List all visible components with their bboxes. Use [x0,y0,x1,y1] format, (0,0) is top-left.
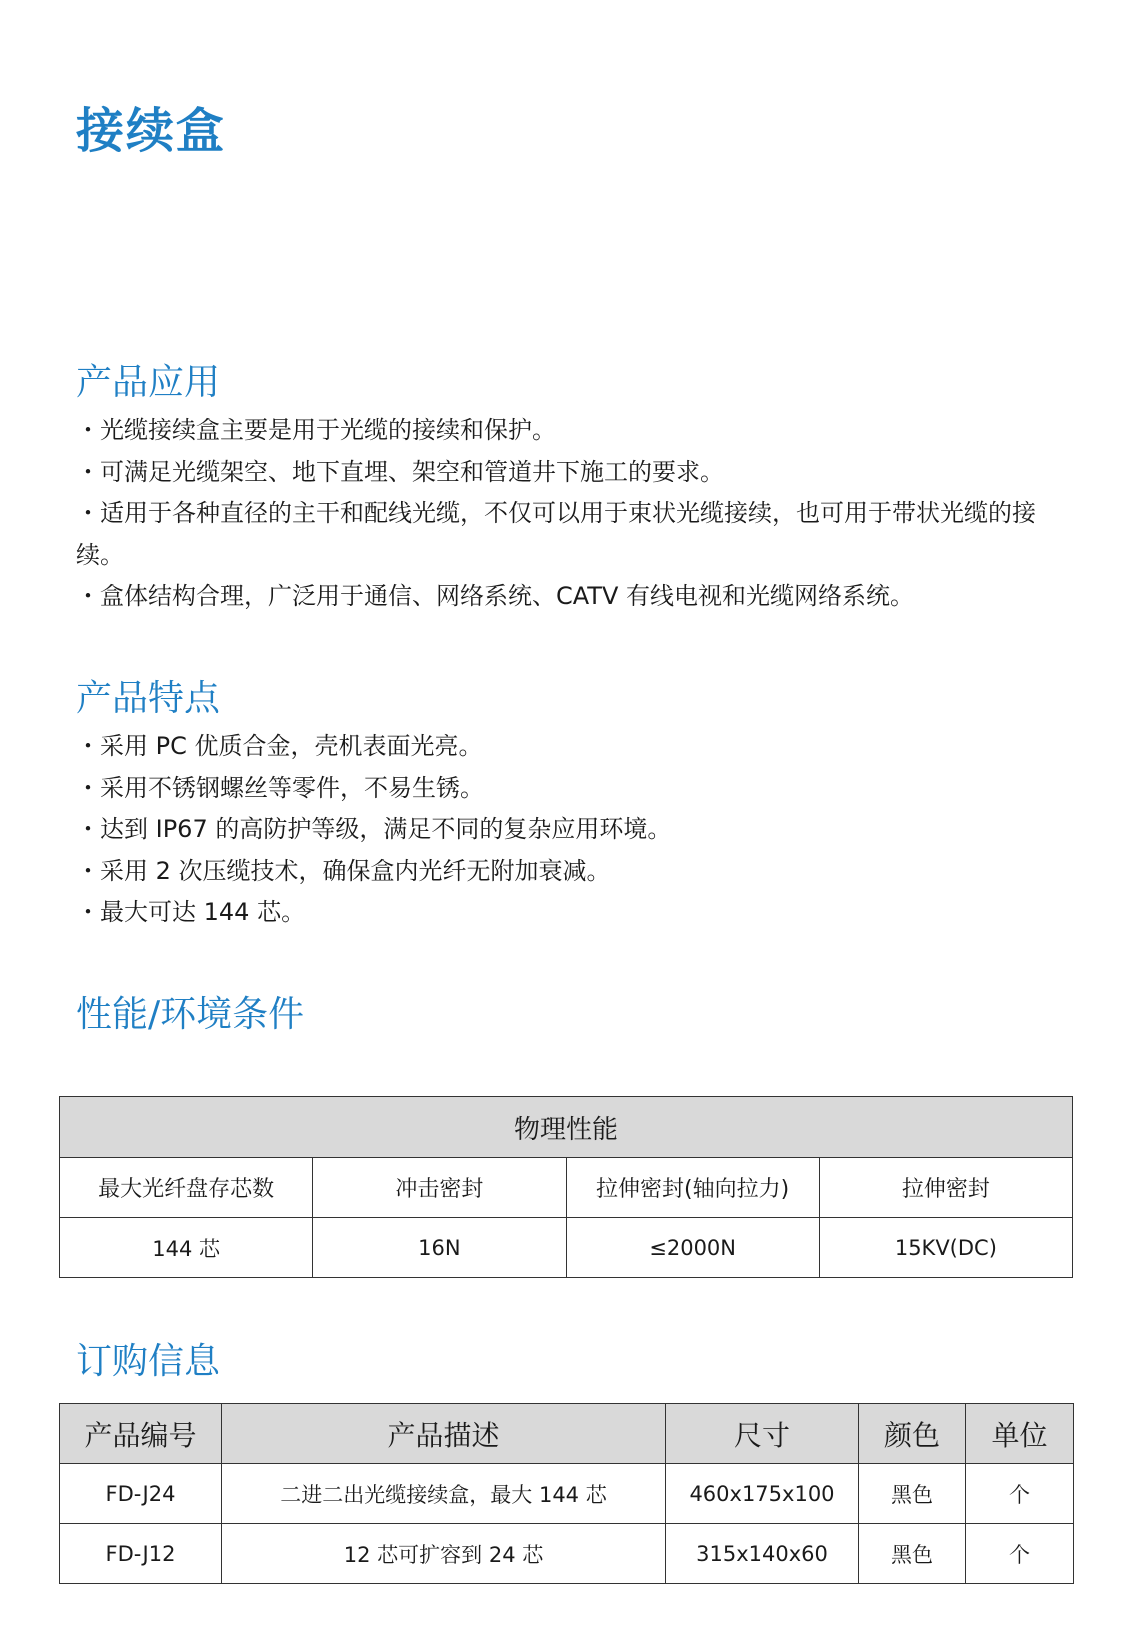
list-item: ・适用于各种直径的主干和配线光缆，不仅可以用于束状光缆接续，也可用于带状光缆的接续。 [76,499,1036,569]
table-row [60,1218,1073,1278]
table-cell: 15KV(DC) [819,1218,1072,1278]
application-heading: 产品应用 [76,362,221,403]
column-header: 拉伸密封 [819,1158,1072,1218]
list-item: ・采用 2 次压缆技术，确保盒内光纤无附加衰减。 [76,856,611,885]
table-row [60,1524,1074,1584]
table-cell: FD-J24 [60,1464,222,1524]
performance-table-title: 物理性能 [60,1097,1073,1158]
list-item: ・光缆接续盒主要是用于光缆的接续和保护。 [76,416,556,444]
list-item: ・可满足光缆架空、地下直埋、架空和管道井下施工的要求。 [76,457,724,486]
table-cell: 黑色 [859,1464,966,1524]
list-item: ・采用 PC 优质合金，壳机表面光亮。 [76,732,483,760]
table-row [60,1464,1074,1524]
table-cell: 个 [966,1464,1074,1524]
table-cell: 144 芯 [60,1218,313,1278]
table-cell: 个 [966,1524,1074,1584]
table-cell: ≤2000N [566,1218,819,1278]
list-item: ・盒体结构合理，广泛用于通信、网络系统、CATV 有线电视和光缆网络系统。 [76,582,915,610]
list-item: ・采用不锈钢螺丝等零件，不易生锈。 [76,773,484,802]
column-header: 尺寸 [666,1404,859,1464]
ordering-table [59,1403,1074,1584]
table-header-row [60,1404,1074,1464]
table-cell: 460x175x100 [666,1464,859,1524]
list-item: ・最大可达 144 芯。 [76,898,306,926]
column-header: 最大光纤盘存芯数 [60,1158,313,1218]
table-cell: FD-J12 [60,1524,222,1584]
table-row [60,1158,1073,1218]
column-header: 产品编号 [60,1404,222,1464]
column-header: 单位 [966,1404,1074,1464]
column-header: 冲击密封 [313,1158,566,1218]
performance-table [59,1096,1073,1278]
table-cell: 黑色 [859,1524,966,1584]
column-header: 拉伸密封(轴向拉力) [566,1158,819,1218]
table-cell: 16N [313,1218,566,1278]
table-cell: 二进二出光缆接续盒，最大 144 芯 [222,1464,666,1524]
application-list [76,410,1066,618]
column-header: 产品描述 [222,1404,666,1464]
page-title: 接续盒 [76,103,227,159]
column-header: 颜色 [859,1404,966,1464]
features-heading: 产品特点 [76,678,221,719]
list-item: ・达到 IP67 的高防护等级，满足不同的复杂应用环境。 [76,815,672,843]
table-cell: 12 芯可扩容到 24 芯 [222,1524,666,1584]
performance-heading: 性能/环境条件 [76,994,305,1035]
table-cell: 315x140x60 [666,1524,859,1584]
features-list [76,726,1066,934]
ordering-heading: 订购信息 [76,1341,221,1382]
